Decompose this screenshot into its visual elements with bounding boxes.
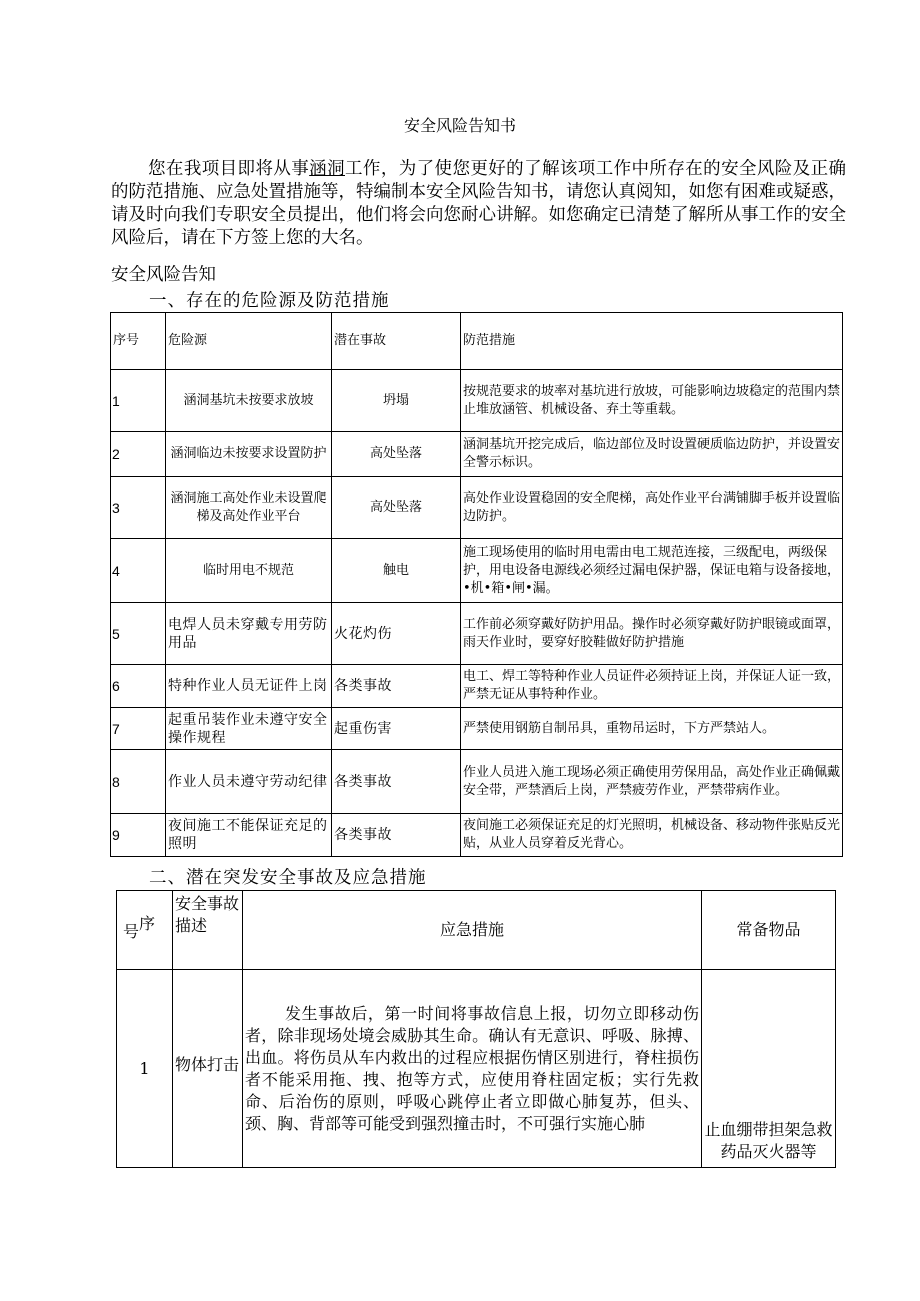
table-row bbox=[111, 432, 843, 477]
table-row bbox=[111, 665, 843, 708]
row-measure: 高处作业设置稳固的安全爬梯，高处作业平台满铺脚手板并设置临边防护。 bbox=[461, 477, 843, 539]
row-measure: 严禁使用钢筋自制吊具，重物吊运时，下方严禁站人。 bbox=[461, 708, 843, 750]
row-accident: 火花灼伤 bbox=[332, 603, 461, 665]
table-header-row bbox=[117, 891, 836, 970]
table-row bbox=[111, 750, 843, 814]
row-no: 7 bbox=[111, 708, 166, 750]
row-accident: 各类事故 bbox=[332, 750, 461, 814]
row-measure: 发生事故后，第一时间将事故信息上报，切勿立即移动伤者，除非现场处境会威胁其生命。确认有无意识、呼吸、脉搏、出血。将伤员从车内救出的过程应根据伤情区别进行，脊柱损伤者不能采用拖、拽、抱等方式，应使用脊柱固定板；实行先救命、后治伤的原则，呼吸心跳停止者立即做心肺复苏，但头、颈、胸、背部等可能受到强烈撞击时，不可强行实施心肺 bbox=[243, 970, 702, 1168]
table-row bbox=[111, 708, 843, 750]
table-row bbox=[111, 603, 843, 665]
row-hazard: 涵洞基坑未按要求放坡 bbox=[166, 370, 332, 432]
table-row bbox=[111, 814, 843, 857]
row-accident: 触电 bbox=[332, 539, 461, 603]
section-main-heading: 安全风险告知 bbox=[111, 265, 216, 285]
intro-paragraph bbox=[111, 158, 846, 250]
row-hazard: 起重吊装作业未遵守安全操作规程 bbox=[166, 708, 332, 750]
header-items: 常备物品 bbox=[702, 891, 836, 970]
emergency-table bbox=[116, 890, 836, 1168]
row-items: 止血绷带担架急救药品灭火器等 bbox=[702, 970, 836, 1168]
table-row bbox=[111, 370, 843, 432]
row-hazard: 特种作业人员无证件上岗 bbox=[166, 665, 332, 708]
row-no: 4 bbox=[111, 539, 166, 603]
table-row bbox=[111, 477, 843, 539]
row-no: 3 bbox=[111, 477, 166, 539]
row-accident: 坍塌 bbox=[332, 370, 461, 432]
row-no: 1 bbox=[111, 370, 166, 432]
row-measure: 电工、焊工等特种作业人员证件必须持证上岗，并保证人证一致，严禁无证从事特种作业。 bbox=[461, 665, 843, 708]
row-hazard: 电焊人员未穿戴专用劳防用品 bbox=[166, 603, 332, 665]
header-measure: 应急措施 bbox=[243, 891, 702, 970]
row-hazard: 作业人员未遵守劳动纪律 bbox=[166, 750, 332, 814]
row-measure: 夜间施工必须保证充足的灯光照明，机械设备、移动物件张贴反光贴，从业人员穿着反光背心。 bbox=[461, 814, 843, 857]
row-measure: 施工现场使用的临时用电需由电工规范连接，三级配电，两级保护，用电设备电源线必须经过漏电保护器，保证电箱与设备接地，•机•箱•闸•漏。 bbox=[461, 539, 843, 603]
row-measure: 涵洞基坑开挖完成后，临边部位及时设置硬质临边防护，并设置安全警示标识。 bbox=[461, 432, 843, 477]
intro-part-b: 工作，为了使您更好的了解该项工作中所存在的安全风险及正确的防范措施、应急处置措施等，特编制本安全风险告知书，请您认真阅知，如您有困难或疑惑，请及时向我们专职安全员提出，他们将会向您耐心讲解。如您确定已清楚了解所从事工作的安全风险后，请在下方签上您的大名。 bbox=[111, 159, 847, 248]
table-row bbox=[117, 970, 836, 1168]
row-no: 1 bbox=[117, 970, 173, 1168]
row-accident: 各类事故 bbox=[332, 814, 461, 857]
row-measure: 作业人员进入施工现场必须正确使用劳保用品，高处作业正确佩戴安全带，严禁酒后上岗，严禁疲劳作业，严禁带病作业。 bbox=[461, 750, 843, 814]
row-no: 5 bbox=[111, 603, 166, 665]
row-accident: 起重伤害 bbox=[332, 708, 461, 750]
row-hazard: 夜间施工不能保证充足的照明 bbox=[166, 814, 332, 857]
header-accident: 潜在事故 bbox=[332, 313, 461, 370]
hazard-table bbox=[110, 312, 843, 857]
section1-heading: 一、存在的危险源及防范措施 bbox=[149, 291, 390, 311]
header-hazard: 危险源 bbox=[166, 313, 332, 370]
table-row bbox=[111, 539, 843, 603]
row-accident: 各类事故 bbox=[332, 665, 461, 708]
row-measure: 按规范要求的坡率对基坑进行放坡，可能影响边坡稳定的范围内禁止堆放涵管、机械设备、弃土等重载。 bbox=[461, 370, 843, 432]
row-no: 6 bbox=[111, 665, 166, 708]
row-no: 8 bbox=[111, 750, 166, 814]
header-no: 序号 bbox=[111, 313, 166, 370]
header-desc: 安全事故描述 bbox=[173, 891, 243, 970]
header-no-b: 号 bbox=[123, 922, 140, 941]
row-hazard: 临时用电不规范 bbox=[166, 539, 332, 603]
doc-title: 安全风险告知书 bbox=[403, 116, 516, 135]
row-hazard: 涵洞临边未按要求设置防护 bbox=[166, 432, 332, 477]
table-header-row bbox=[111, 313, 843, 370]
intro-part-a: 您在我项目即将从事 bbox=[148, 159, 310, 179]
intro-work-type: 涵洞 bbox=[309, 159, 345, 179]
header-measure: 防范措施 bbox=[461, 313, 843, 370]
header-no-a: 序 bbox=[139, 914, 156, 933]
row-accident: 高处坠落 bbox=[332, 432, 461, 477]
header-no bbox=[117, 891, 173, 970]
row-no: 2 bbox=[111, 432, 166, 477]
row-desc: 物体打击 bbox=[173, 970, 243, 1168]
section2-heading: 二、潜在突发安全事故及应急措施 bbox=[149, 868, 427, 888]
row-measure: 工作前必须穿戴好防护用品。操作时必须穿戴好防护眼镜或面罩，雨天作业时，要穿好胶鞋做好防护措施 bbox=[461, 603, 843, 665]
row-hazard: 涵洞施工高处作业未设置爬梯及高处作业平台 bbox=[166, 477, 332, 539]
row-accident: 高处坠落 bbox=[332, 477, 461, 539]
row-no: 9 bbox=[111, 814, 166, 857]
